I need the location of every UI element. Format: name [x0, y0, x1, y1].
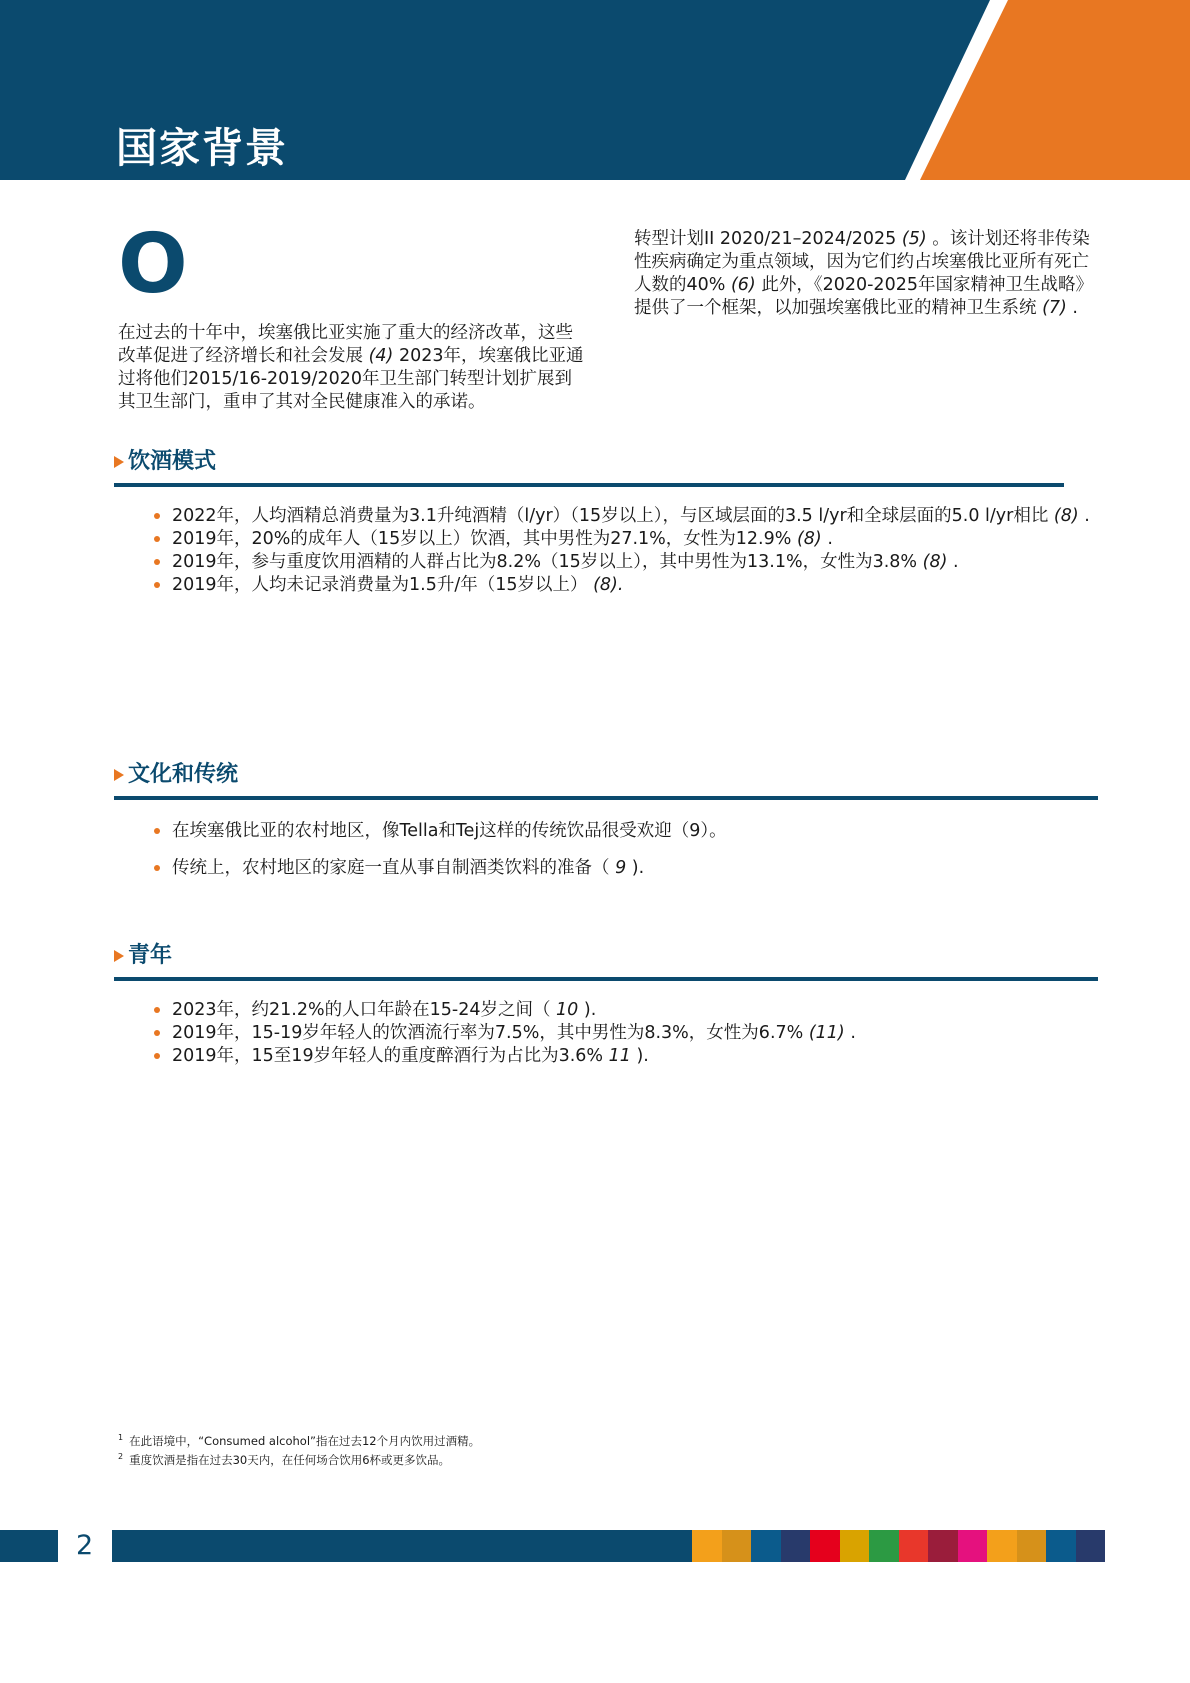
intro-right-text-3: 此外，《2020-2025年国家精神卫生战略》提供了一个框架，以加强埃塞俄比亚的精神卫生系统 — [634, 275, 1093, 318]
list-item: 2022年，人均酒精总消费量为3.1升纯酒精（l/yr）（15岁以上），与区域层面的3.5 l/yr和全球层面的5.0 l/yr相比 (8) . — [152, 505, 1092, 528]
color-swatch — [1046, 1530, 1076, 1562]
intro-right-text-4: . — [1066, 298, 1078, 318]
intro-right-paragraph — [634, 228, 1094, 320]
intro-left-paragraph — [118, 322, 588, 414]
list-item: 在埃塞俄比亚的农村地区，像Tella和Tej这样的传统饮品很受欢迎（9）。 — [152, 820, 1092, 843]
list-item: 2019年，15至19岁年轻人的重度醉酒行为占比为3.6% 11 ). — [152, 1045, 1092, 1068]
list-item: 2019年，参与重度饮用酒精的人群占比为8.2%（15岁以上），其中男性为13.1%，女性为3.8% (8) . — [152, 551, 1092, 574]
intro-left-text: 在过去的十年中，埃塞俄比亚实施了重大的经济改革，这些改革促进了经济增长和社会发展 — [118, 323, 573, 366]
color-swatch — [987, 1530, 1017, 1562]
page-number: 2 — [76, 1530, 94, 1561]
color-swatch — [1017, 1530, 1047, 1562]
color-swatch — [840, 1530, 870, 1562]
intro-right-text-1: 转型计划II 2020/21–2024/2025 — [634, 229, 902, 249]
list-item: 2019年，15-19岁年轻人的饮酒流行率为7.5%，其中男性为8.3%，女性为6.7% (11) . — [152, 1022, 1092, 1045]
footer-bar-left — [0, 1530, 58, 1562]
youth-list — [152, 999, 1092, 1068]
section-culture-tradition — [114, 760, 1098, 800]
footer-bar — [112, 1530, 692, 1562]
list-item: 2023年，约21.2%的人口年龄在15-24岁之间（ 10 ). — [152, 999, 1092, 1022]
citation-ref: (7) — [1042, 298, 1067, 318]
intro-left-text-2: 2023年，埃塞俄比亚通过将他们2015/16-2019/2020年卫生部门转型计划扩展到其卫生部门，重申了其对全民健康准入的承诺。 — [118, 346, 584, 412]
citation-ref: (6) — [730, 275, 756, 295]
color-swatch — [810, 1530, 840, 1562]
color-swatch — [1076, 1530, 1106, 1562]
color-swatch — [928, 1530, 958, 1562]
drinking-patterns-list — [152, 505, 1092, 597]
section-divider — [114, 796, 1098, 800]
footnote: $^2$ 重度饮酒是指在过去30天内，在任何场合饮用6杯或更多饮品。 — [118, 1451, 451, 1467]
color-swatch — [692, 1530, 722, 1562]
footnote: $^1$ 在此语境中，“Consumed alcohol”指在过去12个月内饮用过酒精。 — [118, 1433, 481, 1448]
color-swatch — [722, 1530, 752, 1562]
intro-right-text-2: 。该计划还将非传染性疾病确定为重点领域，因为它们约占埃塞俄比亚所有死亡人数的40% — [634, 229, 1090, 295]
section-title: 青年 — [128, 943, 173, 968]
citation-ref: (5) — [901, 229, 927, 249]
section-divider — [114, 483, 1064, 487]
list-item: 传统上，农村地区的家庭一直从事自制酒类饮料的准备（ 9 ). — [152, 857, 1092, 880]
footnotes — [118, 1430, 480, 1468]
section-title: 饮酒模式 — [128, 449, 217, 474]
page-title: 国家背景 — [116, 124, 288, 172]
color-strip — [692, 1530, 1105, 1562]
triangle-bullet-icon — [114, 456, 124, 468]
drop-cap: O — [118, 217, 188, 312]
section-title: 文化和传统 — [128, 762, 239, 787]
section-youth — [114, 941, 1098, 981]
color-swatch — [751, 1530, 781, 1562]
culture-tradition-list — [152, 820, 1092, 894]
color-swatch — [958, 1530, 988, 1562]
triangle-bullet-icon — [114, 769, 124, 781]
citation-ref: (4) — [368, 346, 394, 366]
color-swatch — [869, 1530, 899, 1562]
color-swatch — [899, 1530, 929, 1562]
list-item: 2019年，20%的成年人（15岁以上）饮酒，其中男性为27.1%，女性为12.9% (8) . — [152, 528, 1092, 551]
triangle-bullet-icon — [114, 950, 124, 962]
list-item: 2019年，人均未记录消费量为1.5升/年（15岁以上） (8). — [152, 574, 1092, 597]
color-swatch — [781, 1530, 811, 1562]
section-drinking-patterns — [114, 447, 1064, 487]
section-divider — [114, 977, 1098, 981]
